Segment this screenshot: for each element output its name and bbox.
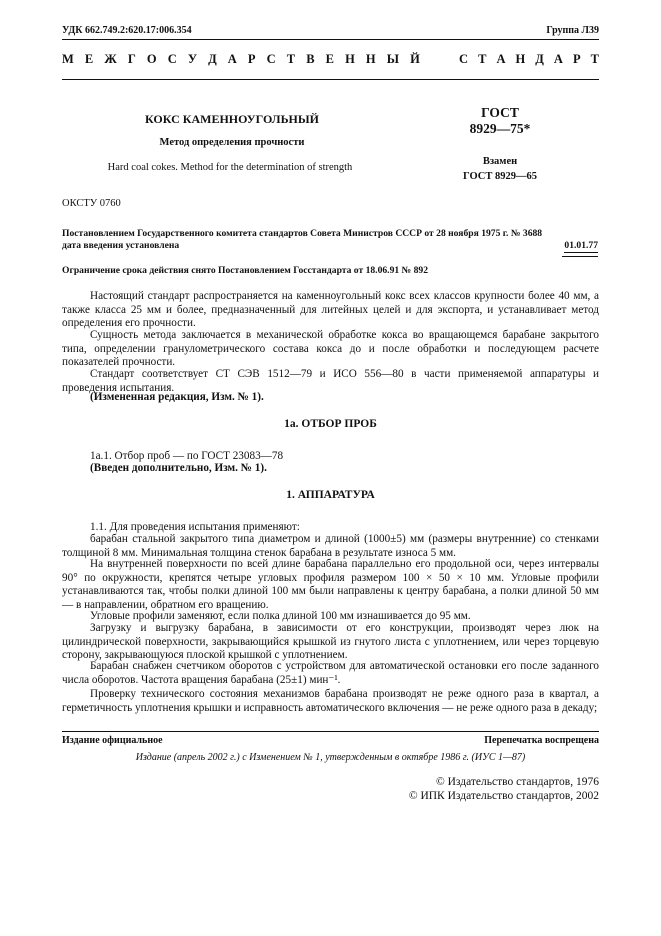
gost-label: ГОСТ bbox=[481, 105, 519, 120]
banner-letter: Н bbox=[345, 52, 355, 66]
header-rule bbox=[62, 39, 599, 40]
edition-note: Издание (апрель 2002 г.) с Изменением № 1, утвержденным в октябре 1986 г. (ИУС 1—87) bbox=[135, 752, 526, 763]
banner-letter: Т bbox=[590, 52, 599, 66]
limit-note: Ограничение срока действия снято Постановлением Госстандарта от 18.06.91 № 892 bbox=[62, 265, 428, 276]
section-1-para-2: барабан стальной закрытого типа диаметром и длиной (1000±5) мм (размеры внутренние) со стенками толщиной 8 мм. Минимальная толщина стенок барабана в результате износа 5 мм. bbox=[62, 533, 599, 559]
section-1-para-7: Проверку технического состояния механизмов барабана производят не реже одного раза в квартал, а герметичность уплотнения крышки и исправность автоматического включения — не реже одного раза в декаду; bbox=[62, 688, 599, 714]
banner-letter: С bbox=[167, 52, 177, 66]
document-title: КОКС КАМЕННОУГОЛЬНЫЙ bbox=[144, 112, 320, 126]
document-subtitle: Метод определения прочности bbox=[159, 137, 305, 148]
banner-letter: Д bbox=[535, 52, 544, 66]
okstu-code: ОКСТУ 0760 bbox=[62, 198, 121, 209]
decree-date bbox=[564, 240, 598, 252]
intro-amendment: (Измененная редакция, Изм. № 1). bbox=[90, 391, 264, 403]
banner-letter: Й bbox=[410, 52, 420, 66]
banner-letter: О bbox=[146, 52, 157, 66]
section-1-para-1: 1.1. Для проведения испытания применяют: bbox=[90, 521, 300, 533]
banner-rule bbox=[62, 79, 599, 80]
reprint-prohibited: Перепечатка воспрещена bbox=[484, 735, 599, 746]
banner-letter: Д bbox=[208, 52, 217, 66]
banner-letter: С bbox=[459, 52, 469, 66]
section-1-para-5: Загрузку и выгрузку барабана, в зависимости от его конструкции, производят через люк на цилиндрической поверхности, закрывающийся крышкой из гнутого листа с уплотнением, или через торцевую сторону, закрывающуюся плоской крышкой с уплотнением. bbox=[62, 622, 599, 662]
section-1a-heading: 1а. ОТБОР ПРОБ bbox=[284, 418, 377, 430]
footer-rule bbox=[62, 731, 599, 732]
banner-letter: Н bbox=[515, 52, 526, 66]
banner-letter: У bbox=[187, 52, 197, 66]
standard-banner bbox=[62, 52, 599, 67]
replaces-label: Взамен bbox=[482, 156, 518, 167]
copyright-1: © Издательство стандартов, 1976 bbox=[435, 776, 599, 788]
english-title: Hard coal cokes. Method for the determination of strength bbox=[107, 162, 353, 173]
date-underline bbox=[562, 256, 598, 257]
section-1-para-6: Барабан снабжен счетчиком оборотов с устройством для автоматической остановки его после заданного числа оборотов. Частота вращения барабана (25±1) мин⁻¹. bbox=[62, 660, 599, 686]
section-1-para-3: На внутренней поверхности по всей длине барабана параллельно его продольной оси, через интервалы 90° по окружности, крепятся четыре угловых профиля размером 100 × 50 × 10 мм. Угловые профили устанавливаются так, чтобы полки длиной 100 мм были направлены к центру барабана, а полки длиной 50 мм — в направлении, обратном его вращению. bbox=[62, 558, 599, 611]
banner-letter: С bbox=[266, 52, 276, 66]
banner-letter: Ы bbox=[386, 52, 400, 66]
banner-left bbox=[62, 52, 420, 67]
copyright-2: © ИПК Издательство стандартов, 2002 bbox=[408, 790, 599, 802]
intro-paragraph-2: Сущность метода заключается в механической обработке кокса во вращающемся барабане закрытого типа, определении гранулометрического состава кокса до и после обработки и последующем расчете показателей прочности. bbox=[62, 329, 599, 369]
intro-paragraph-1: Настоящий стандарт распространяется на каменноугольный кокс всех классов крупности более 40 мм, а также класса 25 мм и более, предназначенный для литейных целей и для экспорта, и устанавливает метод определения его прочности. bbox=[62, 290, 599, 330]
banner-right bbox=[459, 52, 599, 67]
decree-date-value: 01.01.77 bbox=[564, 240, 598, 251]
banner-letter: А bbox=[553, 52, 563, 66]
banner-letter: Р bbox=[247, 52, 256, 66]
banner-letter: Г bbox=[127, 52, 136, 66]
banner-letter: А bbox=[496, 52, 506, 66]
banner-letter: Ж bbox=[104, 52, 117, 66]
banner-letter: Т bbox=[286, 52, 296, 66]
banner-letter: М bbox=[62, 52, 74, 66]
banner-letter: В bbox=[306, 52, 315, 66]
intro-paragraph-3: Стандарт соответствует СТ СЭВ 1512—79 и ИСО 556—80 в части применяемой аппаратуры и проведения испытания. bbox=[62, 368, 599, 394]
udk-code: УДК 662.749.2:620.17:006.354 bbox=[62, 25, 192, 36]
banner-letter: Т bbox=[478, 52, 487, 66]
banner-letter: Е bbox=[325, 52, 334, 66]
section-1a-text: 1а.1. Отбор проб — по ГОСТ 23083—78 bbox=[90, 450, 284, 462]
banner-letter: Е bbox=[84, 52, 94, 66]
banner-letter: Р bbox=[572, 52, 581, 66]
gost-number: 8929—75* bbox=[469, 121, 531, 136]
official-edition: Издание официальное bbox=[62, 735, 163, 746]
decree-date-label: дата введения установлена bbox=[62, 240, 180, 251]
replaces-gost: ГОСТ 8929—65 bbox=[463, 171, 537, 182]
group-code: Группа Л39 bbox=[546, 25, 599, 36]
section-1a-amendment: (Введен дополнительно, Изм. № 1). bbox=[90, 462, 267, 474]
decree-line: Постановлением Государственного комитета стандартов Совета Министров СССР от 28 ноября 1975 г. № 3688 bbox=[62, 228, 543, 239]
section-1-heading: 1. АППАРАТУРА bbox=[286, 489, 375, 501]
banner-letter: Н bbox=[365, 52, 376, 66]
section-1-para-4: Угловые профили заменяют, если полка длиной 100 мм изнашивается до 95 мм. bbox=[90, 610, 471, 622]
banner-letter: А bbox=[227, 52, 237, 66]
